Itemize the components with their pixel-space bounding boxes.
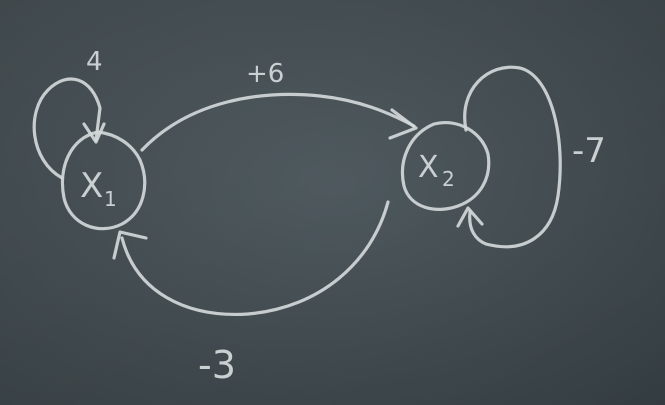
node-x1-label: X [80,166,104,206]
node-x1-subscript: 1 [104,187,117,211]
edge-x2-x1-weight: -3 [198,343,236,387]
edge-x2-self-weight: -7 [572,131,606,171]
edge-x1-x2-weight: +6 [246,59,285,89]
node-x2-label: X [418,150,439,185]
edge-x1-self-weight: 4 [86,47,103,77]
node-x2-subscript: 2 [442,167,455,191]
